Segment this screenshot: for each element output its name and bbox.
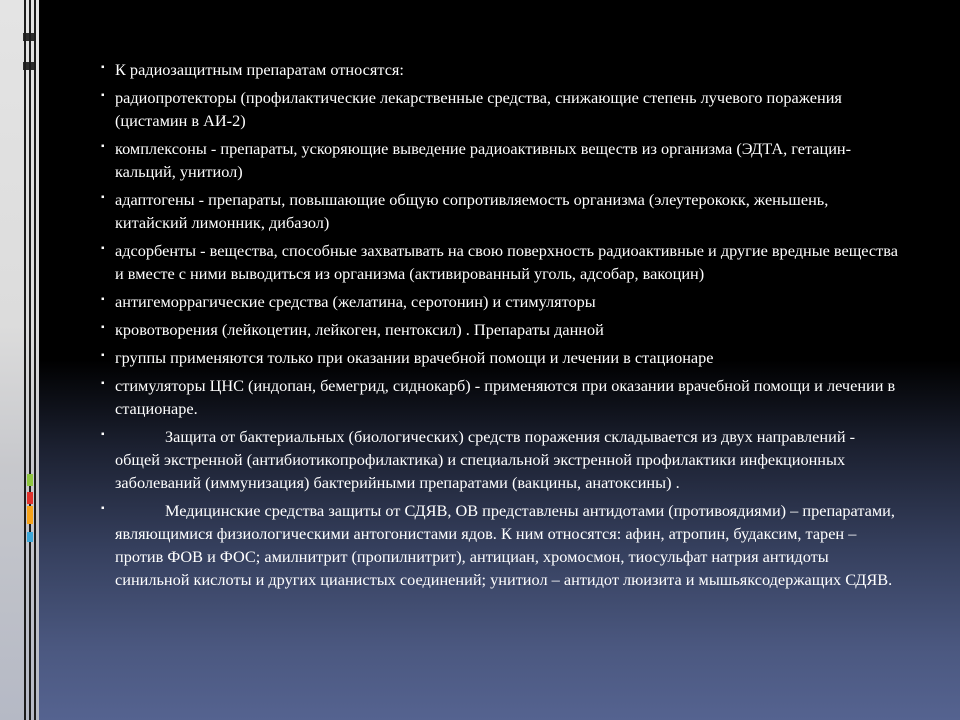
blue-accent-tick [27,532,33,542]
bullet-text: адсорбенты - вещества, способные захватывать на свою поверхность радиоактивные и другие вредные вещества и вместе с ними выводиться из организма (активированный уголь, адсобар, вакоцин) [115,241,898,283]
orange-accent-tick [27,506,33,524]
bullet-icon: ▪ [101,322,105,333]
bullet-icon: ▪ [101,90,105,101]
bullet-text-paragraph [115,499,901,591]
bullet-text: антигеморрагические средства (желатина, серотонин) и стимуляторы [115,292,596,311]
bullet-icon: ▪ [101,503,105,514]
bullet-text: группы применяются только при оказании врачебной помощи и лечении в стационаре [115,348,714,367]
bullet-item [101,239,901,285]
bullet-item [101,425,901,494]
bullet-icon: ▪ [101,62,105,73]
bullet-icon: ▪ [101,378,105,389]
bullet-text: кровотворения (лейкоцетин, лейкоген, пентоксил) . Препараты данной [115,320,604,339]
green-accent-tick [27,474,33,486]
decorative-stripes [24,0,36,46]
decorative-stripes [24,46,36,720]
bullet-item [101,290,901,313]
bullet-item [101,374,901,420]
bullet-icon: ▪ [101,429,105,440]
bullet-item [101,86,901,132]
bullet-text: комплексоны - препараты, ускоряющие выведение радиоактивных веществ из организма (ЭДТА, гетацин-кальций, унитиол) [115,139,852,181]
bullet-item [101,499,901,591]
bullet-icon: ▪ [101,141,105,152]
red-accent-tick [27,492,33,504]
bullet-icon: ▪ [101,294,105,305]
bullet-icon: ▪ [101,192,105,203]
bullet-text: стимуляторы ЦНС (индопан, бемегрид, сиднокарб) - применяются при оказании врачебной помощи и лечении в стационаре. [115,376,896,418]
bullet-icon: ▪ [101,243,105,254]
bullet-text-paragraph [115,425,901,494]
bullet-text: адаптогены - препараты, повышающие общую сопротивляемость организма (элеутерококк, женьшень, китайский лимонник, дибазол) [115,190,829,232]
bullet-icon: ▪ [101,350,105,361]
bullet-item [101,318,901,341]
bullet-item [101,188,901,234]
bullet-item [101,346,901,369]
bullet-item [101,137,901,183]
paragraph-text: Медицинские средства защиты от СДЯВ, ОВ представлены антидотами (противоядиями) – препаратами, являющимися физиологическими антогонистами ядов. К ним относятся: афин, атропин, будаксим, тарен – против ФОВ и ФОС; амилнитрит (пропилнитрит), антициан, хромосмон, тиосульфат натрия антидоты синильной кислоты и других цианистых соединений; унитиол – антидот люизита и мышьяксодержащих СДЯВ. [115,501,895,589]
bullet-item [101,58,901,81]
bullet-list [101,58,901,596]
bullet-text: радиопротекторы (профилактические лекарственные средства, снижающие степень лучевого поражения (цистамин в АИ-2) [115,88,842,130]
bullet-text: К радиозащитным препаратам относятся: [115,60,404,79]
paragraph-text: Защита от бактериальных (биологических) средств поражения складывается из двух направлений - общей экстренной (антибиотикопрофилактика) и специальной экстренной профилактики инфекционных заболеваний (иммунизация) бактерийными препаратами (вакцины, анатоксины) . [115,427,856,492]
